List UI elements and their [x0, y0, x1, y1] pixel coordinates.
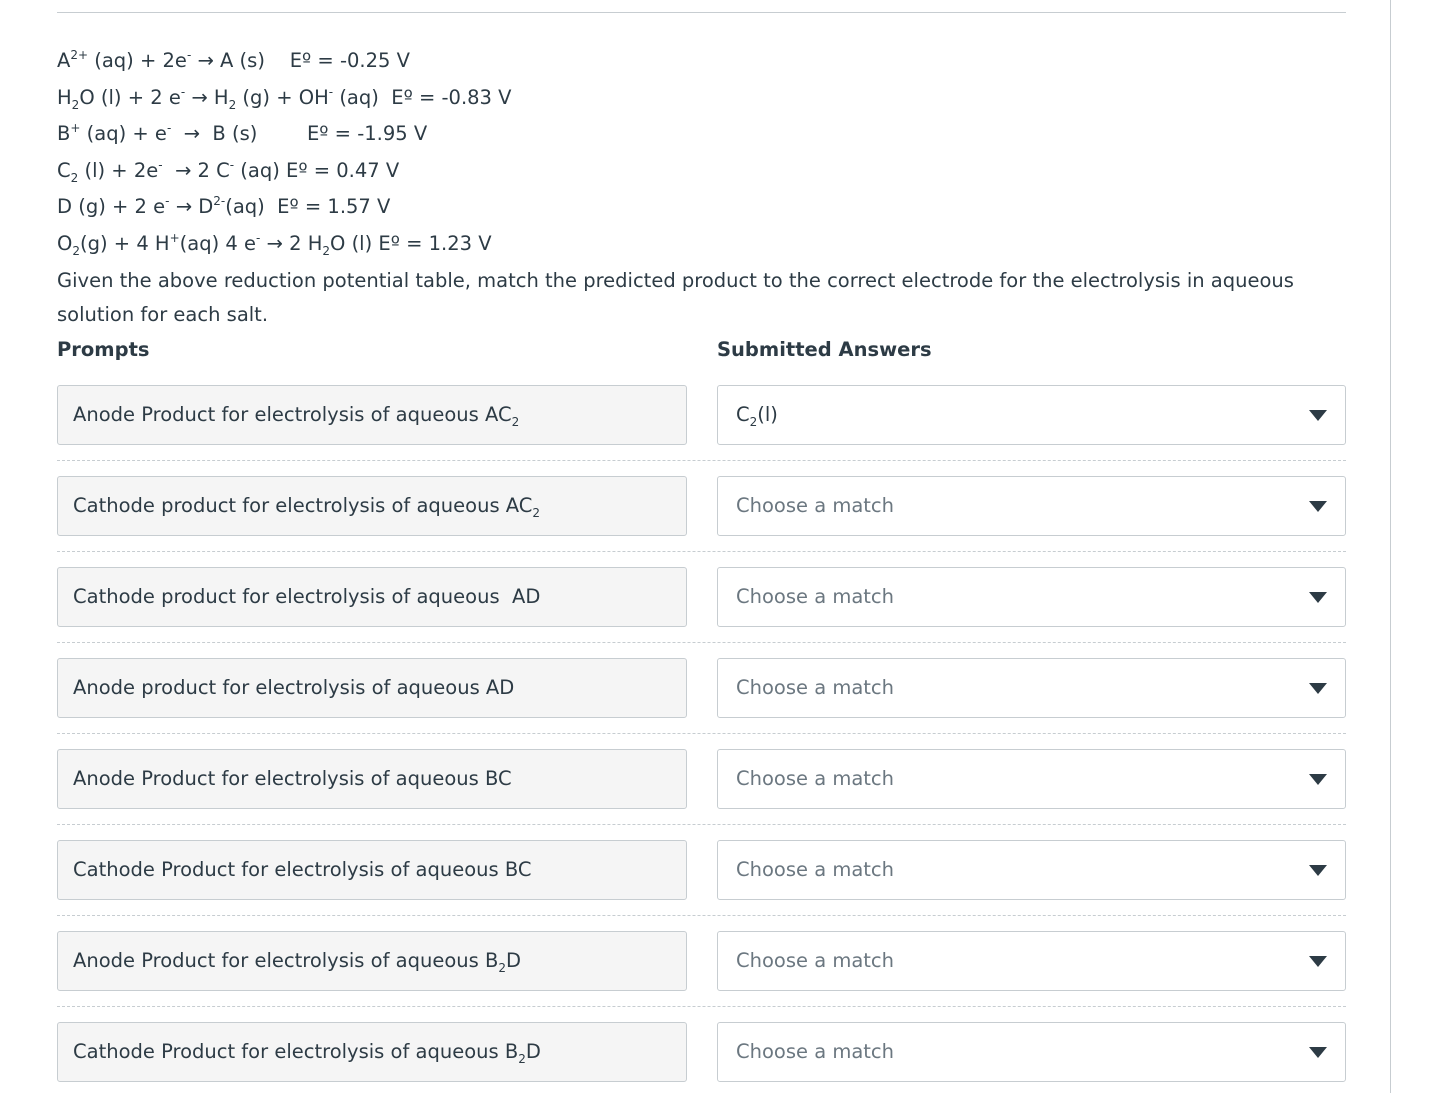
subscript: 2 — [498, 961, 506, 975]
caret-down-icon — [1309, 410, 1327, 421]
equation-line: $O_2(g) + 4$ H+(aq) 4 e- → 2 $H_2O$ (l) Eº = 1.23 V — [57, 230, 492, 258]
subscript: 2 — [518, 1052, 526, 1066]
subscript: 2 — [71, 97, 80, 112]
superscript: 2+ — [70, 48, 89, 62]
subscript: 2 — [532, 506, 541, 520]
prompt-text: Cathode product for electrolysis of aqueous AD — [57, 567, 687, 627]
caret-down-icon — [1309, 774, 1327, 785]
match-row — [57, 567, 1346, 658]
select-placeholder: Choose a match — [736, 676, 895, 699]
submitted-answers-header: Submitted Answers — [717, 338, 932, 361]
subscript: 2 — [749, 415, 758, 429]
superscript: - — [165, 194, 170, 209]
row-divider — [57, 551, 1346, 552]
row-divider — [57, 642, 1346, 643]
select-placeholder: Choose a match — [736, 585, 895, 608]
match-row — [57, 658, 1346, 749]
superscript: + — [169, 230, 180, 245]
subscript: 2 — [228, 97, 237, 112]
prompt-text: Anode product for electrolysis of aqueous AD — [57, 658, 687, 718]
reduction-potential-table — [57, 44, 1346, 264]
answer-select[interactable] — [717, 658, 1346, 718]
superscript: - — [229, 157, 235, 172]
row-divider — [57, 733, 1346, 734]
caret-down-icon — [1309, 592, 1327, 603]
subscript: 2 — [72, 243, 80, 258]
matching-headers — [57, 336, 1346, 366]
superscript: - — [328, 84, 334, 99]
answer-select[interactable] — [717, 567, 1346, 627]
question-content — [57, 44, 1346, 332]
prompts-header: Prompts — [57, 338, 150, 361]
row-divider — [57, 824, 1346, 825]
subscript: 2 — [70, 170, 79, 185]
match-row — [57, 749, 1346, 840]
question-text: Given the above reduction potential table, match the predicted product to the correct electrode for the electrolysis in aqueous solution for each salt. — [57, 268, 1294, 326]
answer-select[interactable] — [717, 1022, 1346, 1082]
top-divider — [57, 12, 1346, 13]
superscript: + — [70, 121, 81, 136]
superscript: - — [256, 230, 261, 245]
superscript: - — [186, 48, 192, 62]
prompt-text: Cathode Product for electrolysis of aqueous $B_2D$ — [57, 1022, 687, 1082]
superscript: - — [158, 157, 163, 172]
answer-select[interactable] — [717, 840, 1346, 900]
row-divider — [57, 460, 1346, 461]
prompt-text: Cathode product for electrolysis of aqueous $AC_2$ — [57, 476, 687, 536]
caret-down-icon — [1309, 683, 1327, 694]
row-divider — [57, 915, 1346, 916]
answer-select[interactable] — [717, 476, 1346, 536]
match-row — [57, 931, 1346, 1022]
matching-rows — [57, 385, 1346, 1113]
row-divider — [57, 1006, 1346, 1007]
prompt-text: Anode Product for electrolysis of aqueous $AC_2$ — [57, 385, 687, 445]
prompt-text: Cathode Product for electrolysis of aqueous BC — [57, 840, 687, 900]
selected-answer: $C_2(l)$ — [736, 403, 778, 429]
equation-line: $C_2$ (l) + 2e- → 2 C- (aq) Eº = 0.47 V — [57, 157, 400, 185]
superscript: - — [180, 84, 186, 99]
caret-down-icon — [1309, 865, 1327, 876]
match-row — [57, 476, 1346, 567]
select-placeholder: Choose a match — [736, 858, 895, 881]
select-placeholder: Choose a match — [736, 1040, 895, 1063]
prompt-text: Anode Product for electrolysis of aqueous $B_2D$ — [57, 931, 687, 991]
subscript: 2 — [322, 243, 331, 258]
superscript: - — [166, 121, 172, 136]
caret-down-icon — [1309, 956, 1327, 967]
match-row — [57, 1022, 1346, 1113]
select-placeholder: Choose a match — [736, 949, 895, 972]
equation-line: $H_2O$ (l) + 2 $e^- \to H_2$ (g) + OH- (aq) Eº = -0.83 V — [57, 84, 512, 112]
caret-down-icon — [1309, 501, 1327, 512]
equation-line: D (g) + 2 $e^- \to D^{2-}(aq)$ Eº = 1.57 V — [57, 194, 391, 219]
prompt-text: Anode Product for electrolysis of aqueous BC — [57, 749, 687, 809]
match-row — [57, 840, 1346, 931]
equation-line: B+ (aq) + e- → B (s) Eº = -1.95 V — [57, 121, 428, 146]
subscript: 2 — [511, 415, 520, 429]
answer-select[interactable] — [717, 749, 1346, 809]
select-placeholder: Choose a match — [736, 494, 895, 517]
equation-line: $A^{2+}$ (aq) + 2e- → A (s) Eº = -0.25 V — [57, 48, 410, 72]
superscript: 2- — [213, 194, 226, 209]
right-divider — [1390, 0, 1391, 1093]
answer-select[interactable] — [717, 931, 1346, 991]
select-placeholder: Choose a match — [736, 767, 895, 790]
answer-select[interactable] — [717, 385, 1346, 445]
caret-down-icon — [1309, 1047, 1327, 1058]
match-row — [57, 385, 1346, 476]
